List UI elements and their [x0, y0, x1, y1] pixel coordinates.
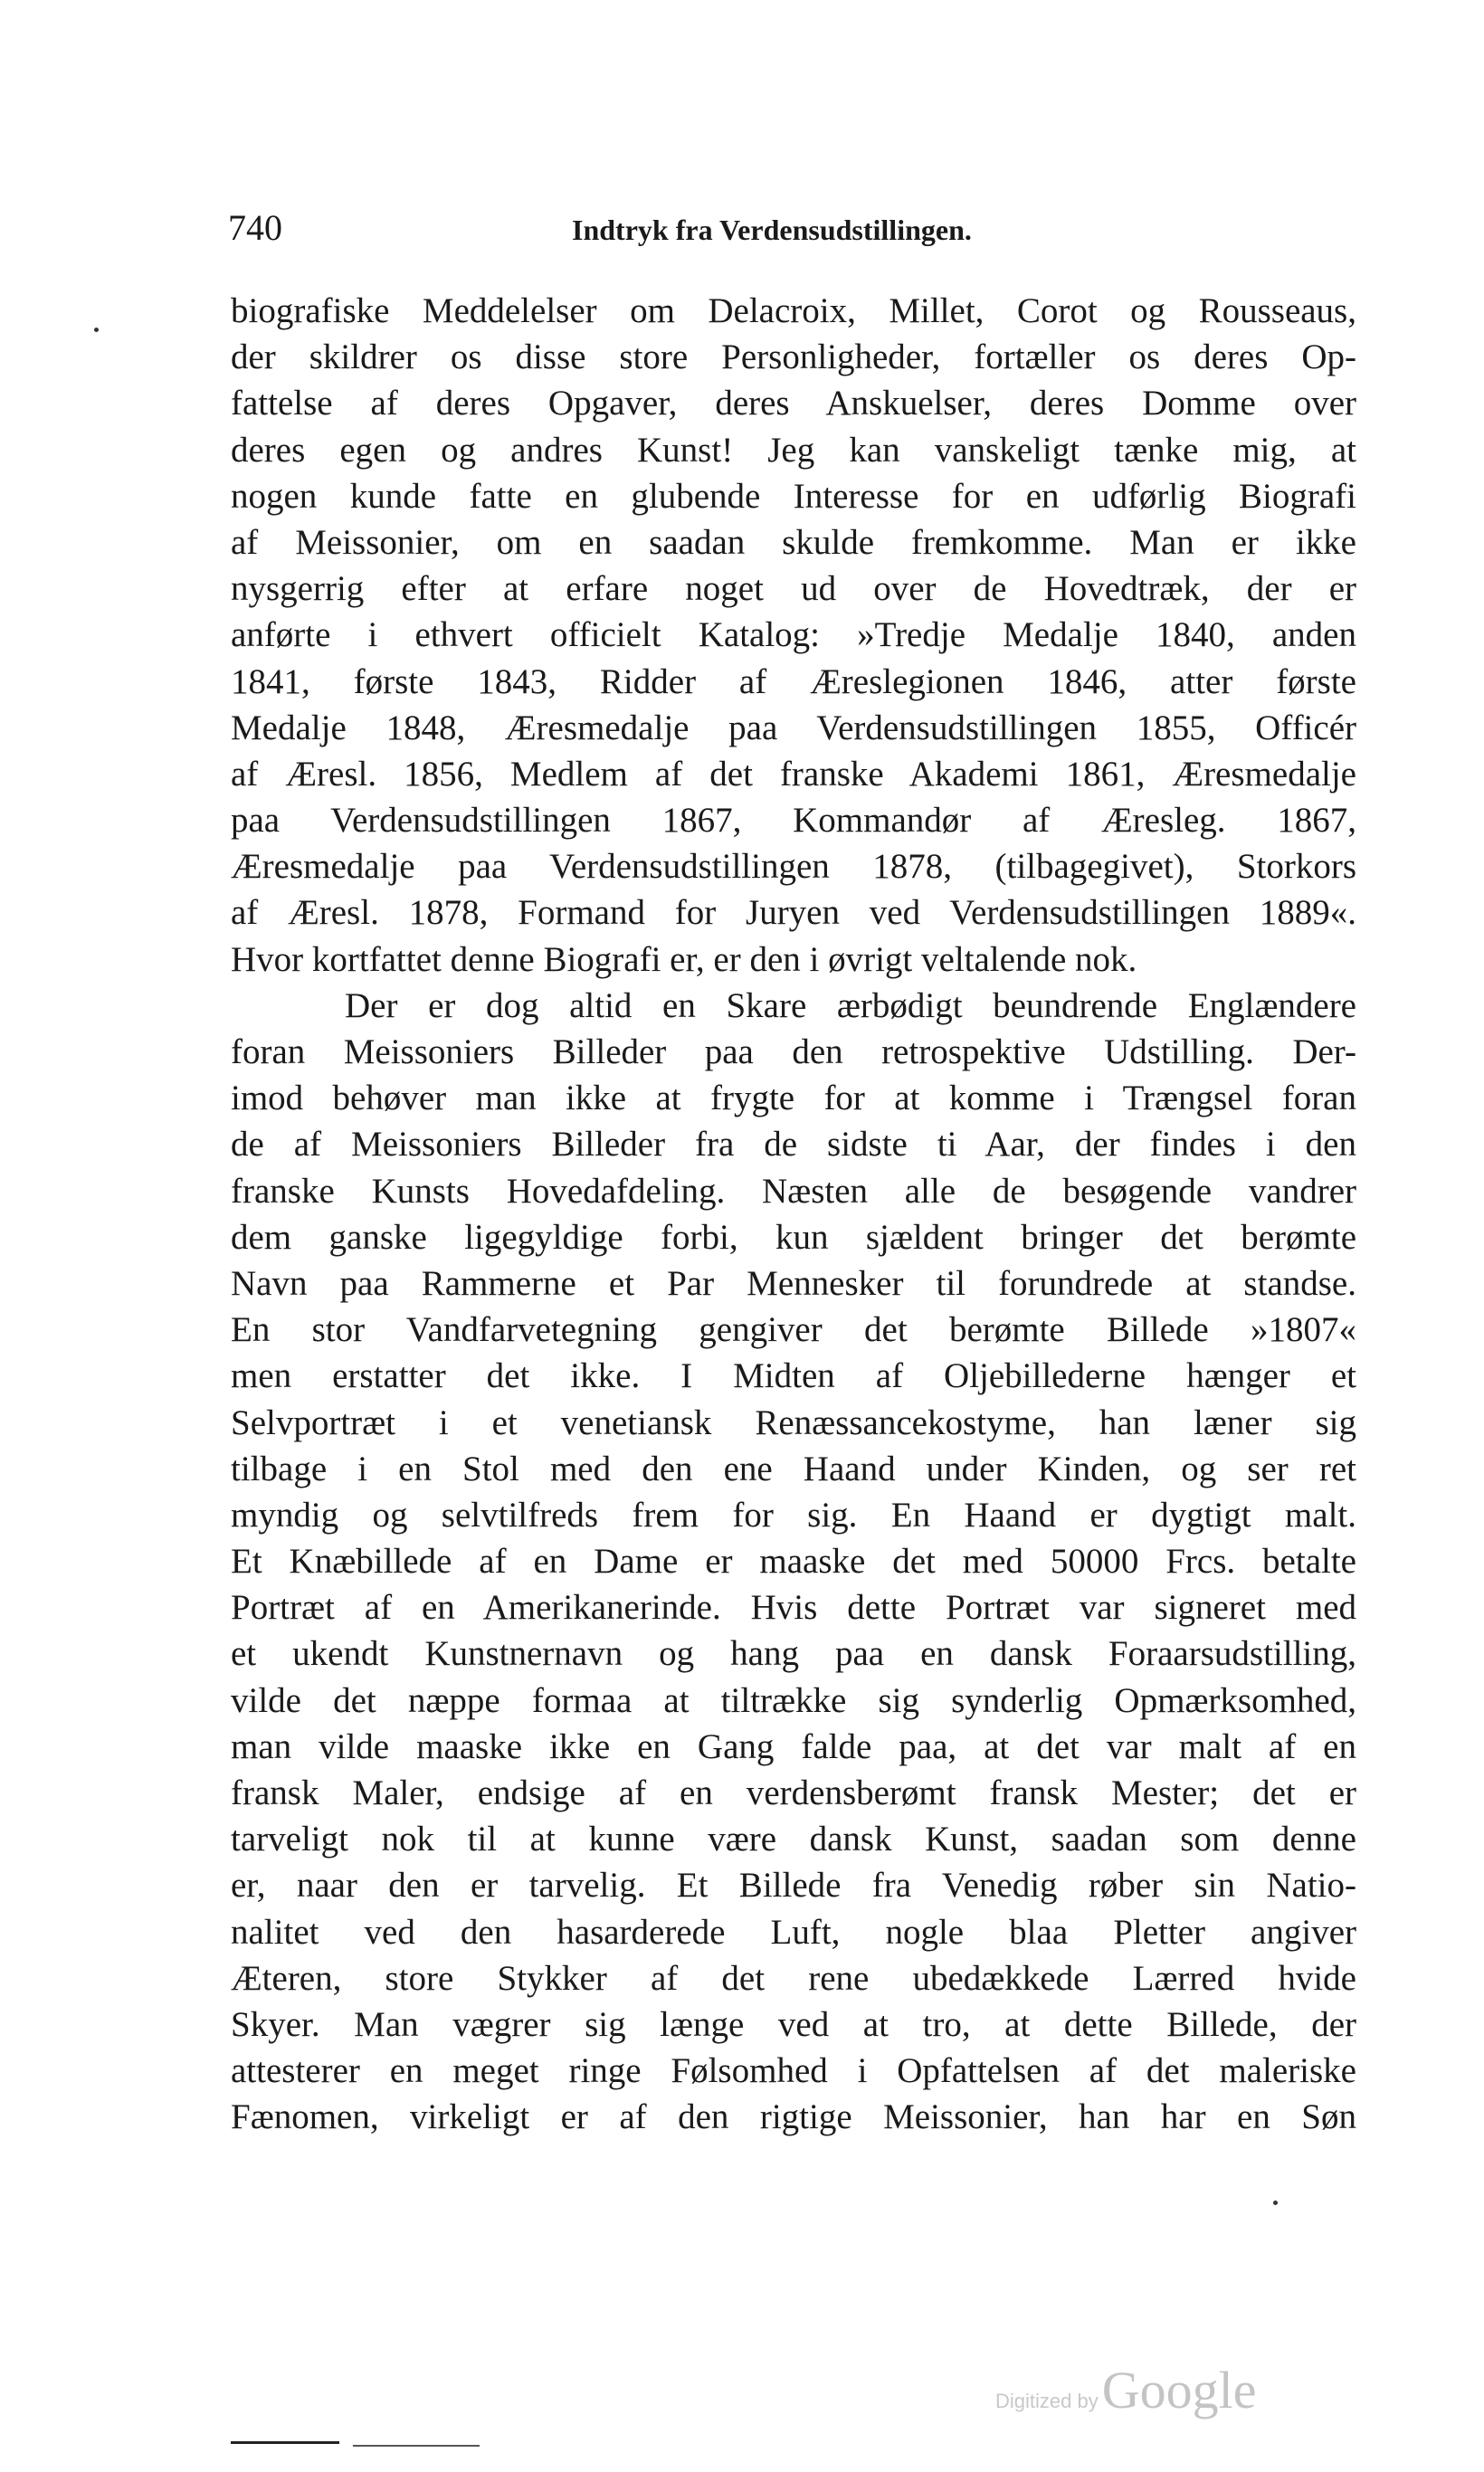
- text-line: af Æresl. 1878, Formand for Juryen ved Verdensudstillingen 1889«.: [231, 893, 1356, 933]
- stray-dot: [94, 328, 99, 332]
- running-head: Indtryk fra Verdensudstillingen.: [572, 214, 972, 246]
- stray-dot: [1273, 2201, 1278, 2205]
- text-line: Æteren, store Stykker af det rene ubedækkede Lærred hvide: [231, 1958, 1356, 1998]
- text-line: af Meissonier, om en saadan skulde fremkomme. Man er ikke: [231, 522, 1356, 562]
- google-logo: Google: [1101, 2361, 1257, 2420]
- text-line: men erstatter det ikke. I Midten af Oljebillederne hænger et: [231, 1356, 1356, 1396]
- text-line: tarveligt nok til at kunne være dansk Kunst, saadan som denne: [231, 1820, 1356, 1859]
- text-line: 1841, første 1843, Ridder af Æreslegionen 1846, atter første: [231, 661, 1356, 701]
- text-line: er, naar den er tarvelig. Et Billede fra Venedig røber sin Natio-: [231, 1866, 1356, 1906]
- text-line: dem ganske ligegyldige forbi, kun sjældent bringer det berømte: [231, 1217, 1356, 1257]
- scan-mark: [231, 2441, 339, 2444]
- text-line: der skildrer os disse store Personligheder, fortæller os deres Op-: [231, 338, 1356, 377]
- text-line: biografiske Meddelelser om Delacroix, Millet, Corot og Rousseaus,: [231, 291, 1356, 330]
- scan-mark: [353, 2445, 480, 2447]
- text-line: Selvportræt i et venetiansk Renæssancekostyme, han læner sig: [231, 1402, 1356, 1442]
- text-line: nalitet ved den hasarderede Luft, nogle blaa Pletter angiver: [231, 1912, 1356, 1952]
- text-line: fransk Maler, endsige af en verdensberømt fransk Mester; det er: [231, 1773, 1356, 1812]
- text-line: Æresmedalje paa Verdensudstillingen 1878, (tilbagegivet), Storkors: [231, 847, 1356, 887]
- text-line: man vilde maaske ikke en Gang falde paa, at det var malt af en: [231, 1726, 1356, 1766]
- text-line: deres egen og andres Kunst! Jeg kan vanskeligt tænke mig, at: [231, 430, 1356, 470]
- text-line: Navn paa Rammerne et Par Mennesker til forundrede at standse.: [231, 1263, 1356, 1303]
- text-line: Skyer. Man vægrer sig længe ved at tro, at dette Billede, der: [231, 2004, 1356, 2044]
- text-line: imod behøver man ikke at frygte for at komme i Trængsel foran: [231, 1079, 1356, 1118]
- text-line: et ukendt Kunstnernavn og hang paa en dansk Foraarsudstilling,: [231, 1634, 1356, 1674]
- text-line: En stor Vandfarvetegning gengiver det berømte Billede »1807«: [231, 1310, 1356, 1350]
- text-line: franske Kunsts Hovedafdeling. Næsten alle de besøgende vandrer: [231, 1171, 1356, 1211]
- text-line: Der er dog altid en Skare ærbødigt beundrende Englændere: [345, 985, 1356, 1025]
- text-line: Fænomen, virkeligt er af den rigtige Meissonier, han har en Søn: [231, 2097, 1356, 2137]
- text-line: Medalje 1848, Æresmedalje paa Verdensudstillingen 1855, Officér: [231, 708, 1356, 747]
- digitized-by-label: Digitized by: [995, 2390, 1099, 2412]
- text-line: vilde det næppe formaa at tiltrække sig synderlig Opmærksomhed,: [231, 1680, 1356, 1720]
- text-line: nogen kunde fatte en glubende Interesse for en udførlig Biografi: [231, 476, 1356, 516]
- text-line: foran Meissoniers Billeder paa den retrospektive Udstilling. Der-: [231, 1032, 1356, 1071]
- digitized-watermark: [995, 2360, 1256, 2420]
- text-line: Hvor kortfattet denne Biografi er, er den i øvrigt veltalende nok.: [231, 939, 1137, 979]
- text-line: Et Knæbillede af en Dame er maaske det med 50000 Frcs. betalte: [231, 1542, 1356, 1582]
- body-text: [231, 288, 1356, 2141]
- text-line: tilbage i en Stol med den ene Haand under Kinden, og ser ret: [231, 1449, 1356, 1488]
- text-line: anførte i ethvert officielt Katalog: »Tredje Medalje 1840, anden: [231, 615, 1356, 655]
- text-line: paa Verdensudstillingen 1867, Kommandør af Æresleg. 1867,: [231, 801, 1356, 841]
- text-line: Portræt af en Amerikanerinde. Hvis dette Portræt var signeret med: [231, 1588, 1356, 1628]
- text-line: fattelse af deres Opgaver, deres Anskuelser, deres Domme over: [231, 384, 1356, 423]
- text-line: de af Meissoniers Billeder fra de sidste ti Aar, der findes i den: [231, 1125, 1356, 1165]
- text-line: myndig og selvtilfreds frem for sig. En Haand er dygtigt malt.: [231, 1495, 1356, 1535]
- text-line: af Æresl. 1856, Medlem af det franske Akademi 1861, Æresmedalje: [231, 754, 1356, 794]
- text-line: attesterer en meget ringe Følsomhed i Opfattelsen af det maleriske: [231, 2051, 1356, 2091]
- text-line: nysgerrig efter at erfare noget ud over de Hovedtræk, der er: [231, 569, 1356, 609]
- page-number: 740: [228, 207, 282, 248]
